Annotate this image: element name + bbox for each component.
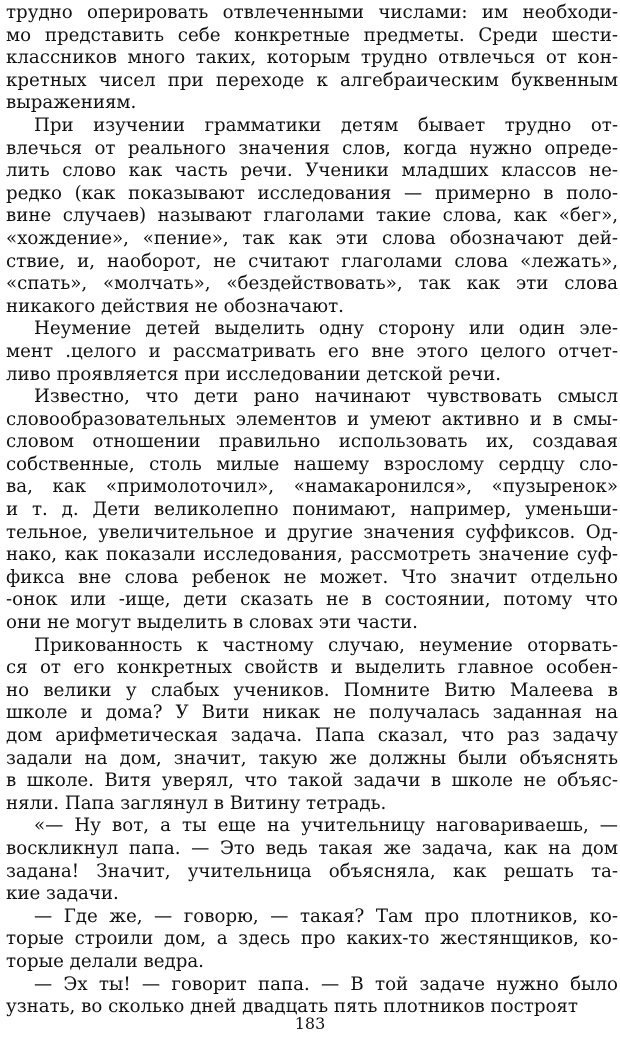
text-line: няли. Папа заглянул в Витину тетрадь. bbox=[6, 792, 387, 814]
text-line: задали на дом, значит, такую же должны были объяснять bbox=[6, 747, 618, 769]
text-line: кие задачи. bbox=[6, 883, 119, 905]
text-line: редко (как показывают исследования — примерно в поло- bbox=[6, 182, 618, 204]
paragraph bbox=[6, 906, 618, 974]
text-line: они не могут выделить в словах эти части. bbox=[6, 612, 418, 634]
paragraph bbox=[6, 115, 618, 318]
text-line: Неумение детей выделить одну сторону или один эле- bbox=[34, 318, 618, 340]
text-line: Известно, что дети рано начинают чувствовать смысл bbox=[34, 386, 618, 408]
paragraph bbox=[6, 318, 618, 386]
text-line: узнать, во сколько дней двадцать пять плотников построят bbox=[6, 996, 578, 1018]
text-line: ва, как «примолоточил», «намакаронился», «пузыренок» bbox=[6, 476, 618, 498]
text-line: «— Ну вот, а ты еще на учительницу наговариваешь, — bbox=[34, 815, 618, 837]
text-line: и т. д. Дети великолепно понимают, например, уменьши- bbox=[6, 499, 618, 521]
text-line: торые строили дом, а здесь про каких-то жестянщиков, ко- bbox=[6, 928, 618, 950]
text-line: мент .целого и рассматривать его вне этого целого отчет- bbox=[6, 340, 618, 362]
paragraph bbox=[6, 2, 618, 115]
text-line: ливо проявляется при исследовании детской речи. bbox=[6, 363, 501, 385]
text-line: влечься от реального значения слов, когда нужно опреде- bbox=[6, 137, 618, 159]
text-line: мо представить себе конкретные предметы. Среди шести- bbox=[6, 24, 618, 46]
text-line: нако, как показали исследования, рассмотреть значение суф- bbox=[6, 544, 618, 566]
text-line: воскликнул папа. — Это ведь такая же задача, как на дом bbox=[6, 837, 618, 859]
text-line: дом арифметическая задача. Папа сказал, что раз задачу bbox=[6, 725, 618, 746]
text-line: школе и дома? У Вити никак не получалась заданная на bbox=[6, 702, 618, 724]
paragraph bbox=[6, 815, 618, 905]
text-line: «хождение», «пение», так как эти слова обозначают дей- bbox=[6, 227, 618, 249]
paragraph bbox=[6, 386, 618, 635]
text-line: в школе. Витя уверял, что такой задачи в школе не объяс- bbox=[6, 770, 618, 792]
text-line: трудно оперировать отвлеченными числами: им необходи- bbox=[6, 2, 618, 23]
text-line: задана! Значит, учительница объясняла, как решать та- bbox=[6, 860, 618, 882]
text-line: торые делали ведра. bbox=[6, 950, 204, 972]
text-line: фикса вне слова ребенок не может. Что значит отдельно bbox=[6, 566, 618, 588]
text-line: — Где же, — говорю, — такая? Там про плотников, ко- bbox=[34, 905, 618, 927]
page-number: 183 bbox=[294, 1014, 326, 1033]
paragraph bbox=[6, 974, 618, 1019]
page-body-text bbox=[6, 2, 618, 1019]
text-line: лить слово как часть речи. Ученики младших классов не- bbox=[6, 160, 618, 182]
paragraph bbox=[6, 635, 618, 816]
text-line: выражениям. bbox=[6, 92, 137, 114]
text-line: кретных чисел при переходе к алгебраическим буквенным bbox=[6, 69, 618, 91]
text-line: — Эх ты! — говорит папа. — В той задаче нужно было bbox=[34, 973, 618, 995]
text-line: ствие, и, наоборот, не считают глаголами слова «лежать», bbox=[6, 250, 618, 272]
text-line: -онок или -ище, дети сказать не в состоянии, потому что bbox=[6, 589, 618, 611]
text-line: классников много таких, которым трудно отвлечься от кон- bbox=[6, 47, 618, 69]
text-line: тельное, увеличительное и другие значения суффиксов. Од- bbox=[6, 521, 618, 543]
text-line: никакого действия не обозначают. bbox=[6, 295, 344, 317]
text-line: «спать», «молчать», «бездействовать», так как эти слова bbox=[6, 273, 618, 295]
text-line: При изучении грамматики детям бывает трудно от- bbox=[34, 114, 618, 136]
text-line: словом отношении правильно использовать их, создавая bbox=[6, 431, 618, 453]
text-line: ся от его конкретных свойств и выделить главное особен- bbox=[6, 657, 618, 679]
text-line: собственные, столь милые нашему взрослому сердцу сло- bbox=[6, 453, 618, 475]
text-line: словообразовательных элементов и умеют активно и в смы- bbox=[6, 408, 618, 430]
text-line: вине случаев) называют глаголами такие слова, как «бег», bbox=[6, 205, 618, 227]
text-line: но велики у слабых учеников. Помните Витю Малеева в bbox=[6, 679, 618, 701]
text-line: Прикованность к частному случаю, неумение оторвать- bbox=[34, 634, 618, 656]
